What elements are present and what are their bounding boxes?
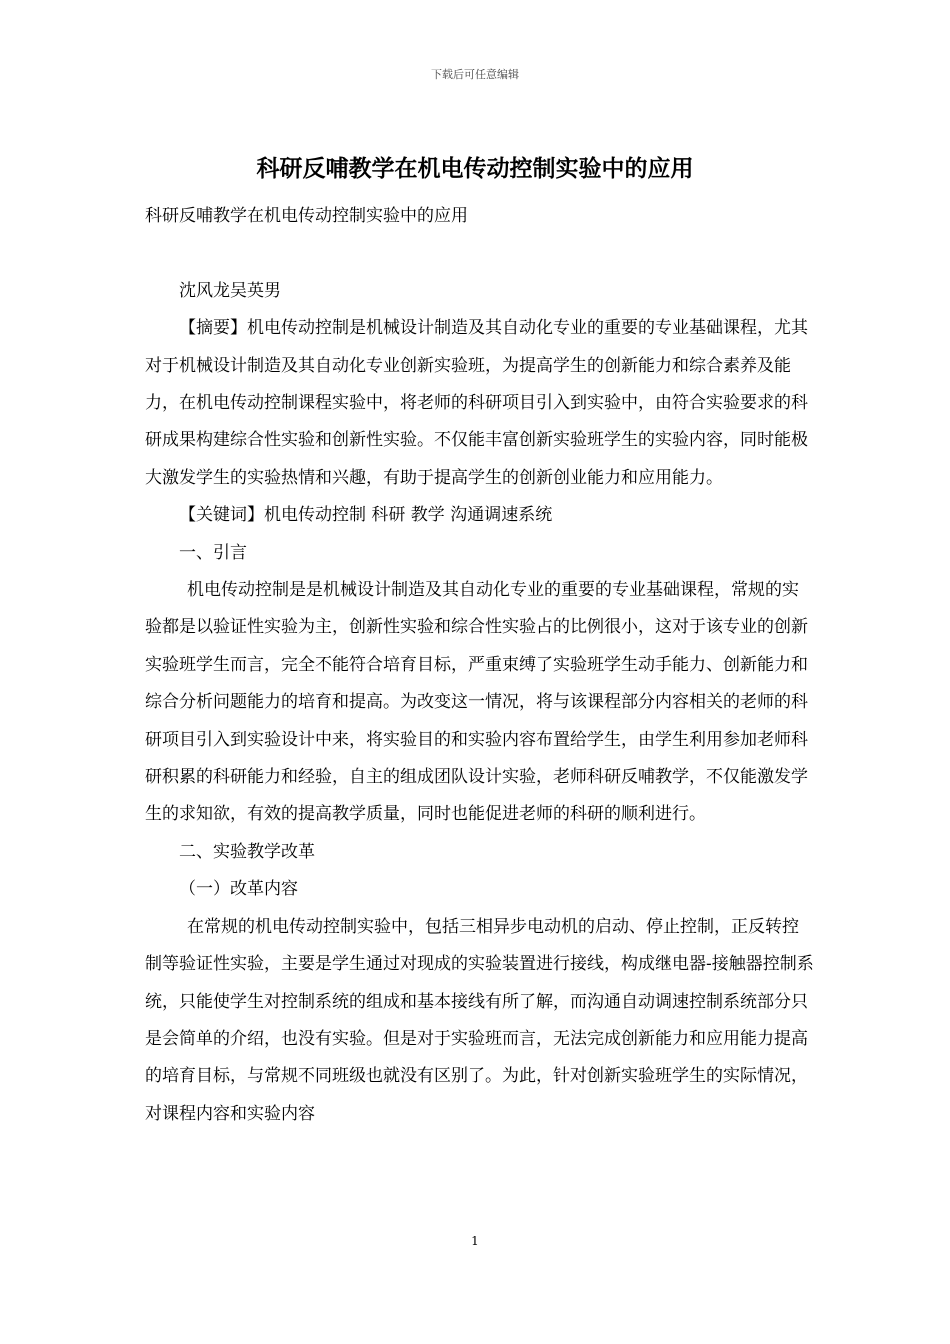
subtitle: 科研反哺教学在机电传动控制实验中的应用	[145, 206, 468, 226]
blank-line	[145, 235, 815, 272]
keywords: 【关键词】机电传动控制 科研 教学 沟通调速系统	[179, 505, 553, 526]
authors: 沈风龙吴英男	[179, 280, 281, 301]
section-heading-intro: 一、引言	[179, 542, 247, 563]
intro-paragraph: 机电传动控制是是机械设计制造及其自动化专业的重要的专业基础课程，常规的实验都是以验证性实验为主，创新性实验和综合性实验占的比例很小，这对于该专业的创新实验班学生而言，完全不能符合培育目标，严重束缚了实验班学生动手能力、创新能力和综合分析问题能力的培育和提高。为改变这一情况，将与该课程部分内容相关的老师的科研项目引入到实验设计中来，将实验目的和实验内容布置给学生，由学生利用参加老师科研积累的科研能力和经验，自主的组成团队设计实验，老师科研反哺教学，不仅能激发学生的求知欲，有效的提高教学质量，同时也能促进老师的科研的顺利进行。	[145, 580, 808, 825]
document-body	[145, 198, 815, 1133]
page-title: 科研反哺教学在机电传动控制实验中的应用	[256, 156, 694, 182]
subsection-heading-content: （一）改革内容	[179, 879, 298, 900]
header-note: 下载后可任意编辑	[431, 68, 519, 81]
section-heading-reform: 二、实验教学改革	[179, 841, 315, 862]
page-number: 1	[471, 1234, 479, 1248]
reform-paragraph: 在常规的机电传动控制实验中，包括三相异步电动机的启动、停止控制，正反转控制等验证性实验，主要是学生通过对现成的实验装置进行接线，构成继电器-接触器控制系统，只能使学生对控制系统的组成和基本接线有所了解，而沟通自动调速控制系统部分只是会简单的介绍，也没有实验。但是对于实验班而言，无法完成创新能力和应用能力提高的培育目标，与常规不同班级也就没有区别了。为此，针对创新实验班学生的实际情况，对课程内容和实验内容	[145, 916, 814, 1124]
abstract-paragraph: 【摘要】机电传动控制是机械设计制造及其自动化专业的重要的专业基础课程，尤其对于机械设计制造及其自动化专业创新实验班，为提高学生的创新能力和综合素养及能力，在机电传动控制课程实验中，将老师的科研项目引入到实验中，由符合实验要求的科研成果构建综合性实验和创新性实验。不仅能丰富创新实验班学生的实验内容，同时能极大激发学生的实验热情和兴趣，有助于提高学生的创新创业能力和应用能力。	[145, 318, 808, 488]
